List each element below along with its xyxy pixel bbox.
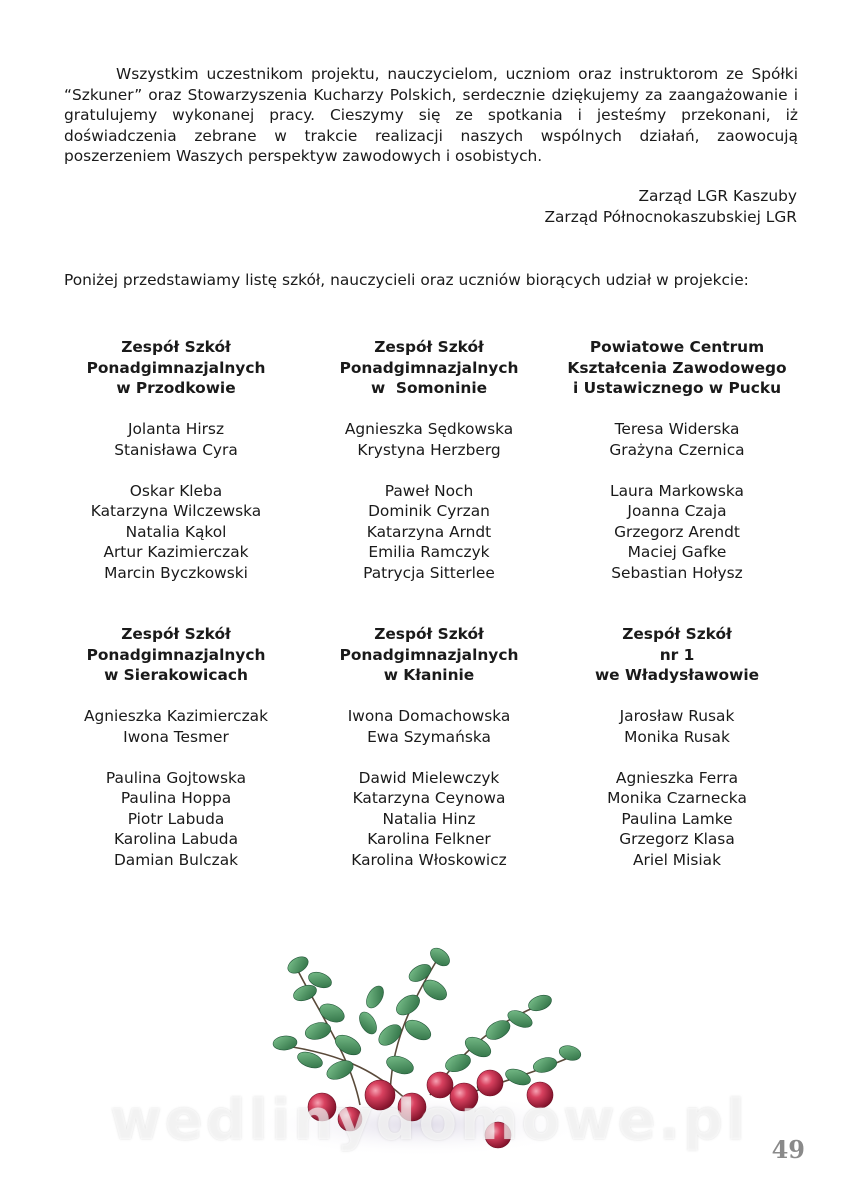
teacher-list: [309, 706, 549, 747]
student-list: [557, 768, 797, 871]
student-name: Oskar Kleba: [129, 481, 223, 500]
school-title-line: w Sierakowicach: [104, 666, 248, 684]
teacher-name: Iwona Tesmer: [123, 727, 229, 746]
school-title-line: Ponadgimnazjalnych: [339, 645, 519, 664]
school-title-line: Zespół Szkół: [622, 625, 732, 643]
school-title-line: i Ustawicznego w Pucku: [572, 379, 782, 397]
teacher-name: Iwona Domachowska: [347, 707, 511, 725]
school-title-line: we Władysławowie: [594, 666, 760, 684]
teacher-list: [557, 706, 797, 747]
student-name: Katarzyna Arndt: [366, 522, 492, 541]
school-title-line: Kształcenia Zawodowego: [567, 358, 787, 377]
student-name: Katarzyna Wilczewska: [90, 502, 262, 520]
teacher-name: Agnieszka Sędkowska: [344, 420, 514, 438]
teacher-name: Ewa Szymańska: [367, 727, 491, 746]
school-title-line: Zespół Szkół: [374, 338, 484, 356]
student-list: [56, 481, 296, 584]
signatures: [544, 186, 797, 228]
list-intro: Poniżej przedstawiamy listę szkół, nauczycieli oraz uczniów biorących udział w projekcie:: [64, 271, 749, 289]
teacher-list: [56, 419, 296, 460]
student-name: Agnieszka Ferra: [615, 768, 739, 787]
signature-lgr-kaszuby: Zarząd LGR Kaszuby: [638, 187, 797, 205]
student-name: Dawid Mielewczyk: [358, 768, 500, 787]
teacher-list: [56, 706, 296, 747]
teacher-list: [309, 419, 549, 460]
student-name: Paweł Noch: [384, 481, 474, 500]
school-somonino: [309, 337, 549, 604]
school-puck: [557, 337, 797, 604]
teacher-name: Agnieszka Kazimierczak: [83, 707, 269, 725]
school-title-line: Ponadgimnazjalnych: [86, 645, 266, 664]
student-name: Joanna Czaja: [627, 502, 727, 520]
student-name: Artur Kazimierczak: [103, 543, 249, 561]
school-title-line: Ponadgimnazjalnych: [86, 358, 266, 377]
student-list: [56, 768, 296, 871]
student-name: Katarzyna Ceynowa: [352, 789, 506, 807]
student-name: Laura Markowska: [610, 481, 744, 500]
school-title-line: Zespół Szkół: [121, 625, 231, 643]
school-title-line: w Somoninie: [370, 379, 488, 397]
student-name: Karolina Labuda: [113, 830, 239, 848]
school-title: [309, 337, 549, 399]
school-title: [56, 337, 296, 399]
school-title-line: w Kłaninie: [383, 666, 475, 684]
student-name: Damian Bulczak: [113, 850, 239, 869]
student-name: Patrycja Sitterlee: [363, 563, 495, 582]
school-title: [56, 624, 296, 686]
student-name: Paulina Gojtowska: [105, 768, 247, 787]
teacher-name: Teresa Widerska: [614, 420, 740, 438]
student-list: [309, 481, 549, 584]
school-title-line: Ponadgimnazjalnych: [339, 358, 519, 377]
school-wladyslawowo: [557, 624, 797, 891]
student-list: [557, 481, 797, 584]
school-przodkowo: [56, 337, 296, 604]
teacher-name: Jarosław Rusak: [619, 707, 735, 725]
student-name: Natalia Hinz: [382, 809, 476, 828]
student-name: Karolina Włoskowicz: [351, 850, 507, 869]
student-name: Karolina Felkner: [367, 830, 491, 848]
teacher-name: Stanisława Cyra: [114, 440, 238, 459]
student-name: Sebastian Hołysz: [611, 563, 743, 582]
school-title-line: w Przodkowie: [116, 379, 236, 397]
student-name: Dominik Cyrzan: [368, 502, 490, 520]
student-name: Marcin Byczkowski: [104, 563, 248, 582]
student-name: Ariel Misiak: [633, 850, 721, 869]
school-title-line: Zespół Szkół: [121, 338, 231, 356]
teacher-name: Jolanta Hirsz: [127, 420, 225, 438]
student-name: Monika Czarnecka: [607, 789, 747, 807]
student-list: [309, 768, 549, 871]
school-klanino: [309, 624, 549, 891]
student-name: Piotr Labuda: [127, 809, 225, 828]
student-name: Paulina Lamke: [621, 809, 733, 828]
school-title-line: nr 1: [659, 645, 695, 664]
teacher-name: Monika Rusak: [624, 727, 730, 746]
school-title: [557, 337, 797, 399]
school-title: [557, 624, 797, 686]
student-name: Emilia Ramczyk: [368, 543, 490, 561]
leaves: [272, 945, 582, 1095]
student-name: Natalia Kąkol: [125, 522, 227, 541]
page-number: 49: [771, 1135, 805, 1164]
school-title-line: Powiatowe Centrum: [589, 338, 765, 356]
intro-paragraph: Wszystkim uczestnikom projektu, nauczycielom, uczniom oraz instruktorom ze Spółki “Szkuner” oraz Stowarzyszenia Kucharzy Polskich, serdecznie dziękujemy za zaangażowanie i gratulujemy wykonanej pracy. Cieszymy się ze spotkania i jesteśmy przekonani, iż doświadczenia zebrane w trakcie realizacji naszych wspólnych działań, zaowocują poszerzeniem Waszych perspektyw zawodowych i osobistych.: [64, 65, 798, 165]
school-sierakowice: [56, 624, 296, 891]
watermark: wedlinydomowe.pl: [110, 1088, 749, 1153]
teacher-name: Grażyna Czernica: [609, 440, 745, 459]
school-title-line: Zespół Szkół: [374, 625, 484, 643]
student-name: Grzegorz Arendt: [614, 522, 740, 541]
teacher-name: Krystyna Herzberg: [357, 440, 501, 459]
student-name: Paulina Hoppa: [120, 789, 232, 807]
signature-polnocnokaszubska-lgr: Zarząd Północnokaszubskiej LGR: [544, 208, 797, 226]
student-name: Grzegorz Klasa: [619, 830, 735, 848]
school-title: [309, 624, 549, 686]
teacher-list: [557, 419, 797, 460]
student-name: Maciej Gafke: [627, 543, 727, 561]
